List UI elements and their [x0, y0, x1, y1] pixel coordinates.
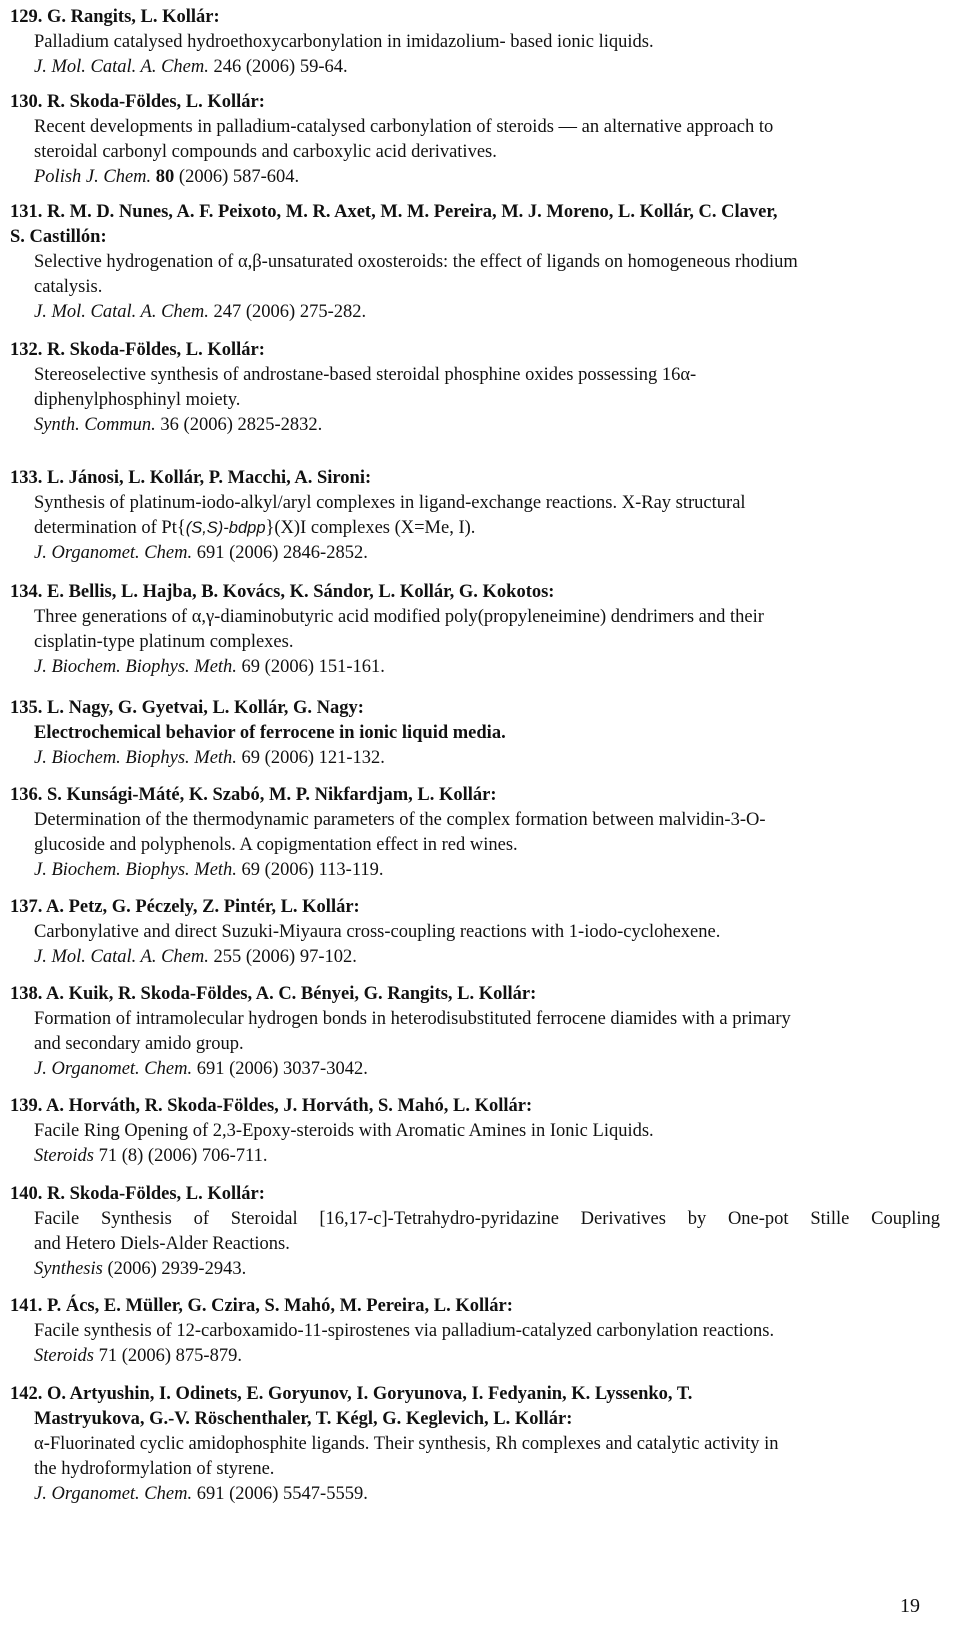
entry-authors: 130. R. Skoda-Földes, L. Kollár: — [10, 92, 265, 112]
entry-title: glucoside and polyphenols. A copigmentation effect in red wines. — [34, 835, 518, 855]
reference-entry-134 — [10, 580, 940, 680]
entry-title: Formation of intramolecular hydrogen bonds in heterodisubstituted ferrocene diamides with a primary — [34, 1009, 791, 1029]
citation-details: 69 (2006) 121-132. — [241, 748, 385, 768]
journal-name: J. Biochem. Biophys. Meth. — [34, 860, 237, 880]
journal-name: J. Biochem. Biophys. Meth. — [34, 748, 237, 768]
entry-title: Selective hydrogenation of α,β-unsaturated oxosteroids: the effect of ligands on homogeneous rhodium — [34, 252, 798, 272]
citation-details: 691 (2006) 3037-3042. — [196, 1059, 368, 1079]
entry-title: determination of Pt{(S,S)-bdpp}(X)I complexes (X=Me, I). — [34, 518, 476, 538]
journal-name: Synth. Commun. — [34, 415, 156, 435]
reference-entry-129 — [10, 5, 940, 80]
entry-citation — [34, 541, 940, 566]
entry-citation — [34, 1344, 940, 1369]
reference-entry-132 — [10, 338, 940, 438]
journal-name: J. Biochem. Biophys. Meth. — [34, 657, 237, 677]
entry-authors: 139. A. Horváth, R. Skoda-Földes, J. Horváth, S. Mahó, L. Kollár: — [10, 1096, 533, 1116]
entry-title: Electrochemical behavior of ferrocene in ionic liquid media. — [34, 723, 506, 743]
reference-entry-133 — [10, 466, 940, 566]
entry-authors: 135. L. Nagy, G. Gyetvai, L. Kollár, G. Nagy: — [10, 698, 364, 718]
entry-title: Palladium catalysed hydroethoxycarbonylation in imidazolium- based ionic liquids. — [34, 32, 654, 52]
entry-authors: 133. L. Jánosi, L. Kollár, P. Macchi, A. Sironi: — [10, 468, 372, 488]
reference-entry-137 — [10, 895, 940, 970]
citation-details: 691 (2006) 5547-5559. — [196, 1484, 368, 1504]
entry-title: Facile synthesis of 12-carboxamido-11-spirostenes via palladium-catalyzed carbonylation reactions. — [34, 1321, 775, 1341]
entry-authors: 140. R. Skoda-Földes, L. Kollár: — [10, 1184, 265, 1204]
entry-citation — [34, 1144, 940, 1169]
reference-entry-142 — [10, 1382, 940, 1507]
page-number: 19 — [900, 1595, 920, 1617]
journal-name: J. Organomet. Chem. — [34, 1059, 193, 1079]
entry-title: α-Fluorinated cyclic amidophosphite ligands. Their synthesis, Rh complexes and catalytic activity in — [34, 1434, 779, 1454]
entry-citation — [34, 858, 940, 883]
journal-name: Steroids — [34, 1146, 94, 1166]
entry-title: steroidal carbonyl compounds and carboxylic acid derivatives. — [34, 142, 497, 162]
citation-details: (2006) 2939-2943. — [107, 1259, 247, 1279]
ligand-name: (S,S)-bdpp — [185, 519, 266, 537]
entry-title: catalysis. — [34, 277, 103, 297]
entry-authors: Mastryukova, G.-V. Röschenthaler, T. Kégl, G. Keglevich, L. Kollár: — [34, 1409, 573, 1429]
reference-entry-130 — [10, 90, 940, 190]
reference-entry-138 — [10, 982, 940, 1082]
entry-title: Synthesis of platinum-iodo-alkyl/aryl complexes in ligand-exchange reactions. X-Ray structural — [34, 493, 746, 513]
citation-details: 69 (2006) 113-119. — [241, 860, 384, 880]
journal-name: J. Organomet. Chem. — [34, 543, 193, 563]
entry-authors: 142. O. Artyushin, I. Odinets, E. Goryunov, I. Goryunova, I. Fedyanin, K. Lyssenko, T. — [10, 1384, 693, 1404]
entry-authors: 129. G. Rangits, L. Kollár: — [10, 7, 220, 27]
entry-title: and Hetero Diels-Alder Reactions. — [34, 1234, 290, 1254]
entry-authors: S. Castillón: — [10, 227, 107, 247]
citation-details: 247 (2006) 275-282. — [213, 302, 367, 322]
journal-name: Polish J. Chem. — [34, 167, 152, 187]
entry-citation — [34, 945, 940, 970]
entry-authors: 138. A. Kuik, R. Skoda-Földes, A. C. Bényei, G. Rangits, L. Kollár: — [10, 984, 537, 1004]
reference-entry-135 — [10, 696, 940, 771]
journal-name: J. Mol. Catal. A. Chem. — [34, 302, 209, 322]
entry-title: Facile Ring Opening of 2,3-Epoxy-steroids with Aromatic Amines in Ionic Liquids. — [34, 1121, 654, 1141]
citation-details: 246 (2006) 59-64. — [213, 57, 348, 77]
entry-title: cisplatin-type platinum complexes. — [34, 632, 294, 652]
citation-details: 691 (2006) 2846-2852. — [196, 543, 368, 563]
reference-entry-131 — [10, 200, 940, 325]
entry-citation — [34, 413, 940, 438]
journal-name: J. Organomet. Chem. — [34, 1484, 193, 1504]
entry-authors: 136. S. Kunsági-Máté, K. Szabó, M. P. Nikfardjam, L. Kollár: — [10, 785, 497, 805]
volume: 80 — [155, 167, 175, 187]
journal-name: Synthesis — [34, 1259, 103, 1279]
entry-title: Carbonylative and direct Suzuki-Miyaura cross-coupling reactions with 1-iodo-cyclohexene. — [34, 922, 721, 942]
reference-entry-141 — [10, 1294, 940, 1369]
entry-authors: 141. P. Ács, E. Müller, G. Czira, S. Mahó, M. Pereira, L. Kollár: — [10, 1296, 513, 1316]
journal-name: Steroids — [34, 1346, 94, 1366]
entry-title: diphenylphosphinyl moiety. — [34, 390, 241, 410]
entry-citation — [34, 655, 940, 680]
citation-details: 69 (2006) 151-161. — [241, 657, 385, 677]
entry-title: Facile Synthesis of Steroidal [16,17-c]-Tetrahydro-pyridazine Derivatives by One-pot Stille Coupling — [34, 1209, 940, 1229]
citation-details: 255 (2006) 97-102. — [213, 947, 357, 967]
entry-citation — [34, 746, 940, 771]
entry-citation — [34, 55, 940, 80]
entry-citation — [34, 1057, 940, 1082]
citation-details: 71 (8) (2006) 706-711. — [98, 1146, 268, 1166]
entry-title: the hydroformylation of styrene. — [34, 1459, 275, 1479]
entry-citation — [34, 1257, 940, 1282]
citation-details: (2006) 587-604. — [178, 167, 300, 187]
entry-citation — [34, 165, 940, 190]
entry-authors: 131. R. M. D. Nunes, A. F. Peixoto, M. R. Axet, M. M. Pereira, M. J. Moreno, L. Kollár, C. Claver, — [10, 202, 778, 222]
citation-details: 71 (2006) 875-879. — [98, 1346, 242, 1366]
entry-title: Determination of the thermodynamic parameters of the complex formation between malvidin-3-O- — [34, 810, 766, 830]
entry-authors: 132. R. Skoda-Földes, L. Kollár: — [10, 340, 265, 360]
entry-authors: 137. A. Petz, G. Péczely, Z. Pintér, L. Kollár: — [10, 897, 360, 917]
entry-title: Stereoselective synthesis of androstane-based steroidal phosphine oxides possessing 16α- — [34, 365, 697, 385]
entry-authors: 134. E. Bellis, L. Hajba, B. Kovács, K. Sándor, L. Kollár, G. Kokotos: — [10, 582, 555, 602]
citation-details: 36 (2006) 2825-2832. — [160, 415, 323, 435]
entry-citation — [34, 1482, 940, 1507]
reference-entry-136 — [10, 783, 940, 883]
reference-entry-140 — [10, 1182, 940, 1282]
journal-name: J. Mol. Catal. A. Chem. — [34, 947, 209, 967]
entry-title: Recent developments in palladium-catalysed carbonylation of steroids — an alternative approach to — [34, 117, 774, 137]
entry-citation — [34, 300, 940, 325]
entry-title: and secondary amido group. — [34, 1034, 244, 1054]
reference-entry-139 — [10, 1094, 940, 1169]
journal-name: J. Mol. Catal. A. Chem. — [34, 57, 209, 77]
entry-title: Three generations of α,γ-diaminobutyric acid modified poly(propyleneimine) dendrimers and their — [34, 607, 764, 627]
